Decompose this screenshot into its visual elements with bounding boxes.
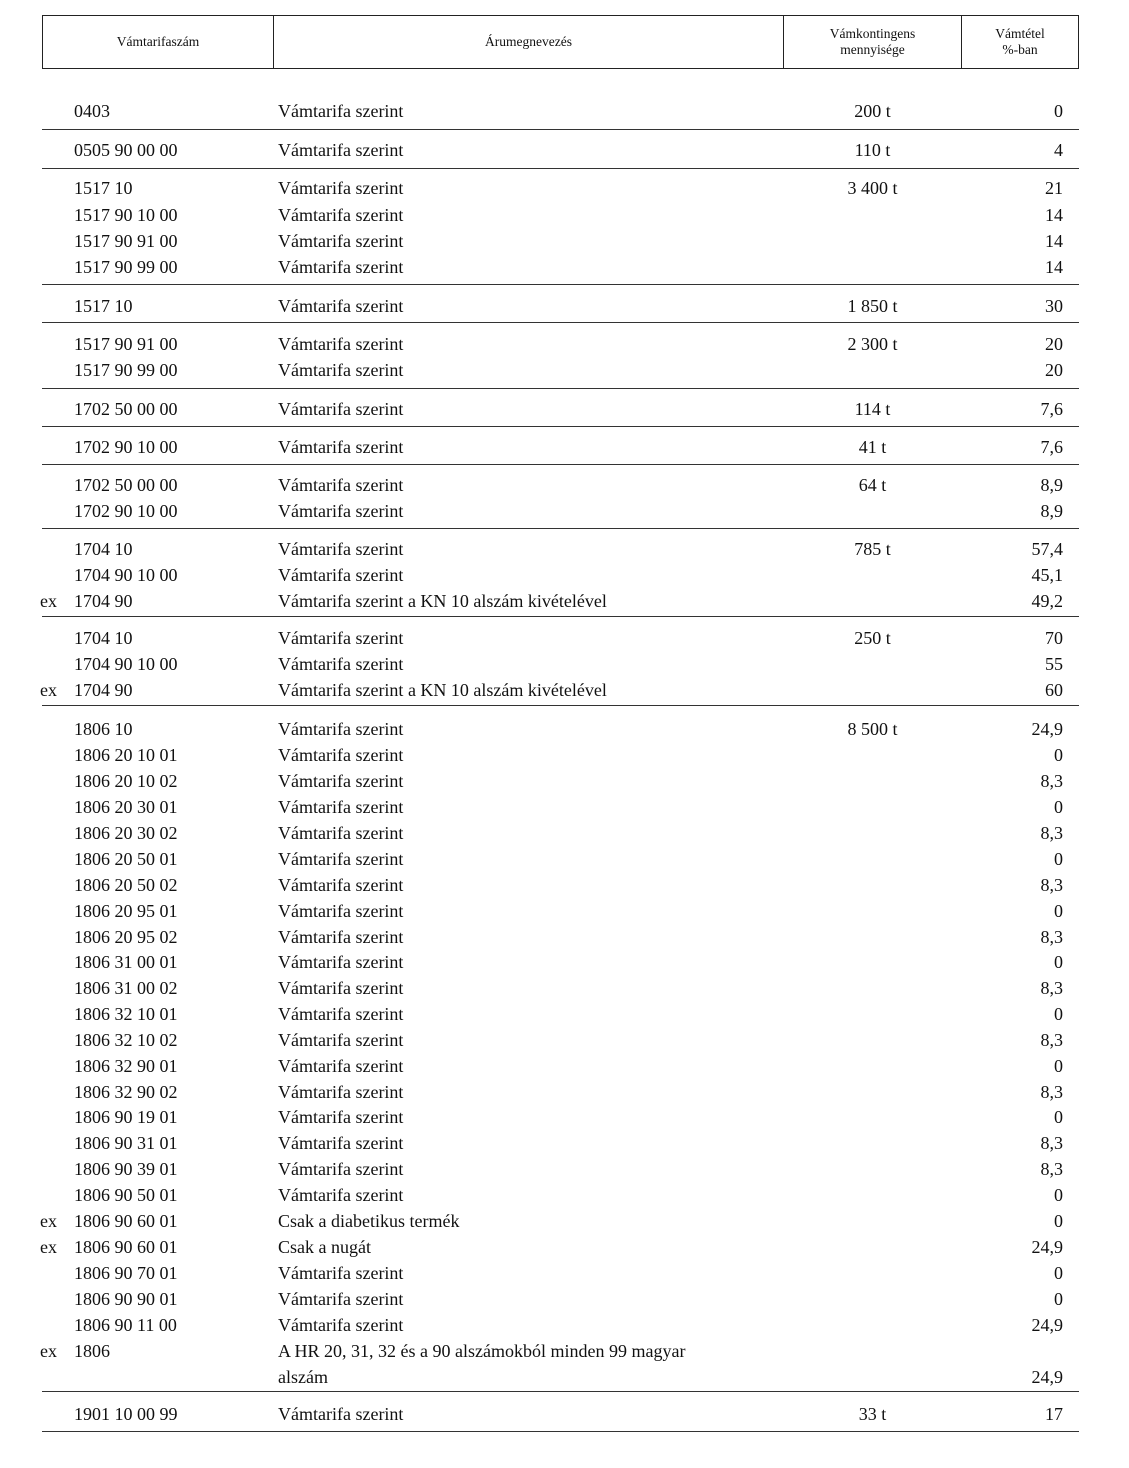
quota-quantity: 3 400 t xyxy=(847,178,898,198)
duty-rate: 8,3 xyxy=(1040,823,1063,843)
goods-description: Vámtarifa szerint xyxy=(278,797,404,817)
quota-quantity: 2 300 t xyxy=(847,334,898,354)
tariff-code: 1806 32 90 01 xyxy=(74,1056,178,1076)
table-row xyxy=(0,295,1129,321)
duty-rate: 8,3 xyxy=(1040,927,1063,947)
quota-quantity: 1 850 t xyxy=(847,296,898,316)
duty-rate: 8,3 xyxy=(1040,1082,1063,1102)
duty-rate: 24,9 xyxy=(1031,1367,1063,1387)
table-row xyxy=(0,500,1129,526)
duty-rate: 0 xyxy=(1054,849,1063,869)
tariff-code: 1806 90 19 01 xyxy=(74,1107,178,1127)
table-row xyxy=(0,1158,1129,1184)
goods-description: Vámtarifa szerint xyxy=(278,901,404,921)
quota-quantity: 33 t xyxy=(858,1404,887,1424)
goods-description: Vámtarifa szerint xyxy=(278,475,404,495)
goods-description: Vámtarifa szerint xyxy=(278,745,404,765)
table-row xyxy=(0,100,1129,126)
goods-description: Vámtarifa szerint xyxy=(278,539,404,559)
table-row xyxy=(0,398,1129,424)
table-row xyxy=(0,1003,1129,1029)
duty-rate: 45,1 xyxy=(1031,565,1063,585)
table-row xyxy=(0,822,1129,848)
goods-description: Vámtarifa szerint xyxy=(278,360,404,380)
tariff-code: 1704 90 10 00 xyxy=(74,654,178,674)
table-header xyxy=(42,15,1079,69)
tariff-code: 1806 90 90 01 xyxy=(74,1289,178,1309)
tariff-code: 1806 90 50 01 xyxy=(74,1185,178,1205)
row-prefix: ex xyxy=(40,1211,57,1231)
goods-description: Vámtarifa szerint xyxy=(278,399,404,419)
duty-rate: 0 xyxy=(1054,901,1063,921)
goods-description: Vámtarifa szerint xyxy=(278,1004,404,1024)
group-divider xyxy=(42,168,1079,169)
table-row xyxy=(0,1184,1129,1210)
quota-quantity: 110 t xyxy=(854,140,891,160)
table-row xyxy=(0,951,1129,977)
duty-rate: 14 xyxy=(1045,257,1063,277)
table-row xyxy=(0,653,1129,679)
quota-quantity: 64 t xyxy=(858,475,887,495)
duty-rate: 8,3 xyxy=(1040,1159,1063,1179)
duty-rate: 24,9 xyxy=(1031,719,1063,739)
group-divider xyxy=(42,464,1079,465)
row-prefix: ex xyxy=(40,1237,57,1257)
duty-rate: 0 xyxy=(1054,1056,1063,1076)
tariff-code: 1702 50 00 00 xyxy=(74,399,178,419)
table-row xyxy=(0,1262,1129,1288)
tariff-code: 1517 90 91 00 xyxy=(74,334,178,354)
goods-description: Vámtarifa szerint xyxy=(278,978,404,998)
tariff-code: 1806 90 11 00 xyxy=(74,1315,177,1335)
tariff-code: 1806 90 60 01 xyxy=(74,1211,178,1231)
duty-rate: 7,6 xyxy=(1040,437,1063,457)
tariff-code: 1806 20 50 01 xyxy=(74,849,178,869)
table-row xyxy=(0,977,1129,1003)
tariff-code: 1806 31 00 01 xyxy=(74,952,178,972)
duty-rate: 7,6 xyxy=(1040,399,1063,419)
goods-description: Csak a nugát xyxy=(278,1237,371,1257)
tariff-code: 0403 xyxy=(74,101,110,121)
tariff-code: 1901 10 00 99 xyxy=(74,1404,178,1424)
tariff-code: 1517 10 xyxy=(74,178,133,198)
goods-description: Vámtarifa szerint xyxy=(278,1315,404,1335)
table-row xyxy=(0,359,1129,385)
tariff-code: 1517 90 99 00 xyxy=(74,360,178,380)
duty-rate: 8,3 xyxy=(1040,771,1063,791)
duty-rate: 55 xyxy=(1045,654,1063,674)
table-row xyxy=(0,679,1129,705)
duty-rate: 0 xyxy=(1054,1004,1063,1024)
goods-description: Vámtarifa szerint xyxy=(278,654,404,674)
tariff-code: 1517 90 10 00 xyxy=(74,205,178,225)
tariff-code: 1806 20 30 01 xyxy=(74,797,178,817)
group-divider xyxy=(42,705,1079,706)
goods-description: Vámtarifa szerint xyxy=(278,334,404,354)
goods-description: Vámtarifa szerint xyxy=(278,1404,404,1424)
goods-description: Vámtarifa szerint xyxy=(278,823,404,843)
row-prefix: ex xyxy=(40,1341,57,1361)
table-row xyxy=(0,744,1129,770)
table-row xyxy=(0,1314,1129,1340)
tariff-code: 1806 20 95 01 xyxy=(74,901,178,921)
table-row xyxy=(0,538,1129,564)
goods-description: Vámtarifa szerint xyxy=(278,140,404,160)
quota-quantity: 200 t xyxy=(854,101,891,121)
duty-rate: 0 xyxy=(1054,745,1063,765)
tariff-code: 1704 90 xyxy=(74,591,133,611)
quota-quantity: 41 t xyxy=(858,437,887,457)
table-row xyxy=(0,474,1129,500)
table-row xyxy=(0,848,1129,874)
duty-rate: 8,3 xyxy=(1040,875,1063,895)
table-row xyxy=(0,1288,1129,1314)
tariff-code: 1806 31 00 02 xyxy=(74,978,178,998)
tariff-code: 1806 90 31 01 xyxy=(74,1133,178,1153)
group-divider xyxy=(42,1431,1079,1432)
table-row xyxy=(0,627,1129,653)
goods-description: Vámtarifa szerint a KN 10 alszám kivételével xyxy=(278,591,607,611)
row-prefix: ex xyxy=(40,591,57,611)
tariff-code: 1806 90 60 01 xyxy=(74,1237,178,1257)
tariff-code: 1702 90 10 00 xyxy=(74,437,178,457)
table-row xyxy=(0,1106,1129,1132)
tariff-code: 1806 xyxy=(74,1341,110,1361)
group-divider xyxy=(42,388,1079,389)
goods-description: Vámtarifa szerint xyxy=(278,257,404,277)
tariff-code: 1806 32 10 01 xyxy=(74,1004,178,1024)
table-row xyxy=(0,796,1129,822)
duty-rate: 49,2 xyxy=(1031,591,1063,611)
table-row xyxy=(0,718,1129,744)
quota-quantity: 785 t xyxy=(854,539,891,559)
tariff-code: 1702 90 10 00 xyxy=(74,501,178,521)
goods-description: Vámtarifa szerint xyxy=(278,628,404,648)
tariff-code: 1704 10 xyxy=(74,628,133,648)
duty-rate: 0 xyxy=(1054,1185,1063,1205)
duty-rate: 24,9 xyxy=(1031,1315,1063,1335)
duty-rate: 14 xyxy=(1045,231,1063,251)
goods-description: Vámtarifa szerint xyxy=(278,1185,404,1205)
duty-rate: 30 xyxy=(1045,296,1063,316)
duty-rate: 20 xyxy=(1045,360,1063,380)
table-row xyxy=(0,1029,1129,1055)
tariff-code: 1806 20 10 01 xyxy=(74,745,178,765)
tariff-code: 1517 90 91 00 xyxy=(74,231,178,251)
tariff-code: 1806 20 95 02 xyxy=(74,927,178,947)
tariff-code: 1704 10 xyxy=(74,539,133,559)
tariff-code: 0505 90 00 00 xyxy=(74,140,178,160)
table-row xyxy=(0,926,1129,952)
table-row xyxy=(0,1236,1129,1262)
table-row xyxy=(0,230,1129,256)
group-divider xyxy=(42,528,1079,529)
duty-rate: 20 xyxy=(1045,334,1063,354)
table-row xyxy=(0,1403,1129,1429)
goods-description: Vámtarifa szerint xyxy=(278,501,404,521)
tariff-code: 1704 90 10 00 xyxy=(74,565,178,585)
table-row xyxy=(0,1132,1129,1158)
duty-rate: 0 xyxy=(1054,1211,1063,1231)
goods-description: Vámtarifa szerint xyxy=(278,1030,404,1050)
goods-description: Vámtarifa szerint xyxy=(278,927,404,947)
table-row xyxy=(0,204,1129,230)
group-divider xyxy=(42,284,1079,285)
goods-description: Vámtarifa szerint xyxy=(278,101,404,121)
tariff-code: 1517 90 99 00 xyxy=(74,257,178,277)
table-row xyxy=(0,436,1129,462)
group-divider xyxy=(42,616,1079,617)
goods-description: Vámtarifa szerint xyxy=(278,952,404,972)
goods-description: alszám xyxy=(278,1367,328,1387)
tariff-code: 1806 90 70 01 xyxy=(74,1263,178,1283)
duty-rate: 14 xyxy=(1045,205,1063,225)
table-row xyxy=(0,770,1129,796)
table-row xyxy=(0,1340,1129,1366)
duty-rate: 0 xyxy=(1054,952,1063,972)
table-row xyxy=(0,564,1129,590)
duty-rate: 70 xyxy=(1045,628,1063,648)
group-divider xyxy=(42,322,1079,323)
duty-rate: 0 xyxy=(1054,1263,1063,1283)
goods-description: Vámtarifa szerint xyxy=(278,875,404,895)
duty-rate: 21 xyxy=(1045,178,1063,198)
header-goods-description: Árumegnevezés xyxy=(274,16,784,68)
duty-rate: 60 xyxy=(1045,680,1063,700)
duty-rate: 4 xyxy=(1054,140,1063,160)
table-row xyxy=(0,1055,1129,1081)
goods-description: Vámtarifa szerint xyxy=(278,296,404,316)
tariff-code: 1806 32 90 02 xyxy=(74,1082,178,1102)
tariff-code: 1702 50 00 00 xyxy=(74,475,178,495)
table-row xyxy=(0,1210,1129,1236)
duty-rate: 8,9 xyxy=(1040,475,1063,495)
tariff-code: 1806 20 50 02 xyxy=(74,875,178,895)
duty-rate: 0 xyxy=(1054,1289,1063,1309)
header-tariff-number: Vámtarifaszám xyxy=(43,16,274,68)
group-divider xyxy=(42,129,1079,130)
quota-quantity: 8 500 t xyxy=(847,719,898,739)
goods-description: Vámtarifa szerint xyxy=(278,1056,404,1076)
goods-description: Vámtarifa szerint xyxy=(278,231,404,251)
table-row xyxy=(0,1081,1129,1107)
table-row xyxy=(0,900,1129,926)
goods-description: Vámtarifa szerint xyxy=(278,205,404,225)
table-row xyxy=(0,590,1129,616)
goods-description: Vámtarifa szerint xyxy=(278,771,404,791)
tariff-code: 1517 10 xyxy=(74,296,133,316)
tariff-code: 1806 32 10 02 xyxy=(74,1030,178,1050)
goods-description: Vámtarifa szerint xyxy=(278,1082,404,1102)
goods-description: Vámtarifa szerint xyxy=(278,849,404,869)
goods-description: Vámtarifa szerint xyxy=(278,437,404,457)
duty-rate: 8,3 xyxy=(1040,1133,1063,1153)
duty-rate: 8,9 xyxy=(1040,501,1063,521)
goods-description: Vámtarifa szerint xyxy=(278,1159,404,1179)
quota-quantity: 250 t xyxy=(854,628,891,648)
duty-rate: 24,9 xyxy=(1031,1237,1063,1257)
table-row xyxy=(0,139,1129,165)
table-row xyxy=(0,177,1129,203)
tariff-code: 1704 90 xyxy=(74,680,133,700)
goods-description: Vámtarifa szerint xyxy=(278,1107,404,1127)
goods-description: Vámtarifa szerint xyxy=(278,565,404,585)
header-duty-rate: Vámtétel %-ban xyxy=(995,26,1045,57)
duty-rate: 8,3 xyxy=(1040,978,1063,998)
quota-quantity: 114 t xyxy=(854,399,891,419)
tariff-code: 1806 90 39 01 xyxy=(74,1159,178,1179)
tariff-code: 1806 10 xyxy=(74,719,133,739)
duty-rate: 0 xyxy=(1054,101,1063,121)
duty-rate: 17 xyxy=(1045,1404,1063,1424)
group-divider xyxy=(42,426,1079,427)
tariff-code: 1806 20 30 02 xyxy=(74,823,178,843)
goods-description: Vámtarifa szerint xyxy=(278,1263,404,1283)
header-quota-quantity: Vámkontingens mennyisége xyxy=(784,16,962,68)
table-row xyxy=(0,1366,1129,1392)
goods-description: A HR 20, 31, 32 és a 90 alszámokból minden 99 magyar xyxy=(278,1341,686,1361)
row-prefix: ex xyxy=(40,680,57,700)
goods-description: Vámtarifa szerint xyxy=(278,719,404,739)
table-row xyxy=(0,256,1129,282)
duty-rate: 8,3 xyxy=(1040,1030,1063,1050)
goods-description: Vámtarifa szerint a KN 10 alszám kivételével xyxy=(278,680,607,700)
goods-description: Vámtarifa szerint xyxy=(278,1133,404,1153)
duty-rate: 0 xyxy=(1054,1107,1063,1127)
tariff-code: 1806 20 10 02 xyxy=(74,771,178,791)
goods-description: Csak a diabetikus termék xyxy=(278,1211,460,1231)
goods-description: Vámtarifa szerint xyxy=(278,178,404,198)
table-row xyxy=(0,333,1129,359)
duty-rate: 0 xyxy=(1054,797,1063,817)
duty-rate: 57,4 xyxy=(1031,539,1063,559)
goods-description: Vámtarifa szerint xyxy=(278,1289,404,1309)
table-row xyxy=(0,874,1129,900)
